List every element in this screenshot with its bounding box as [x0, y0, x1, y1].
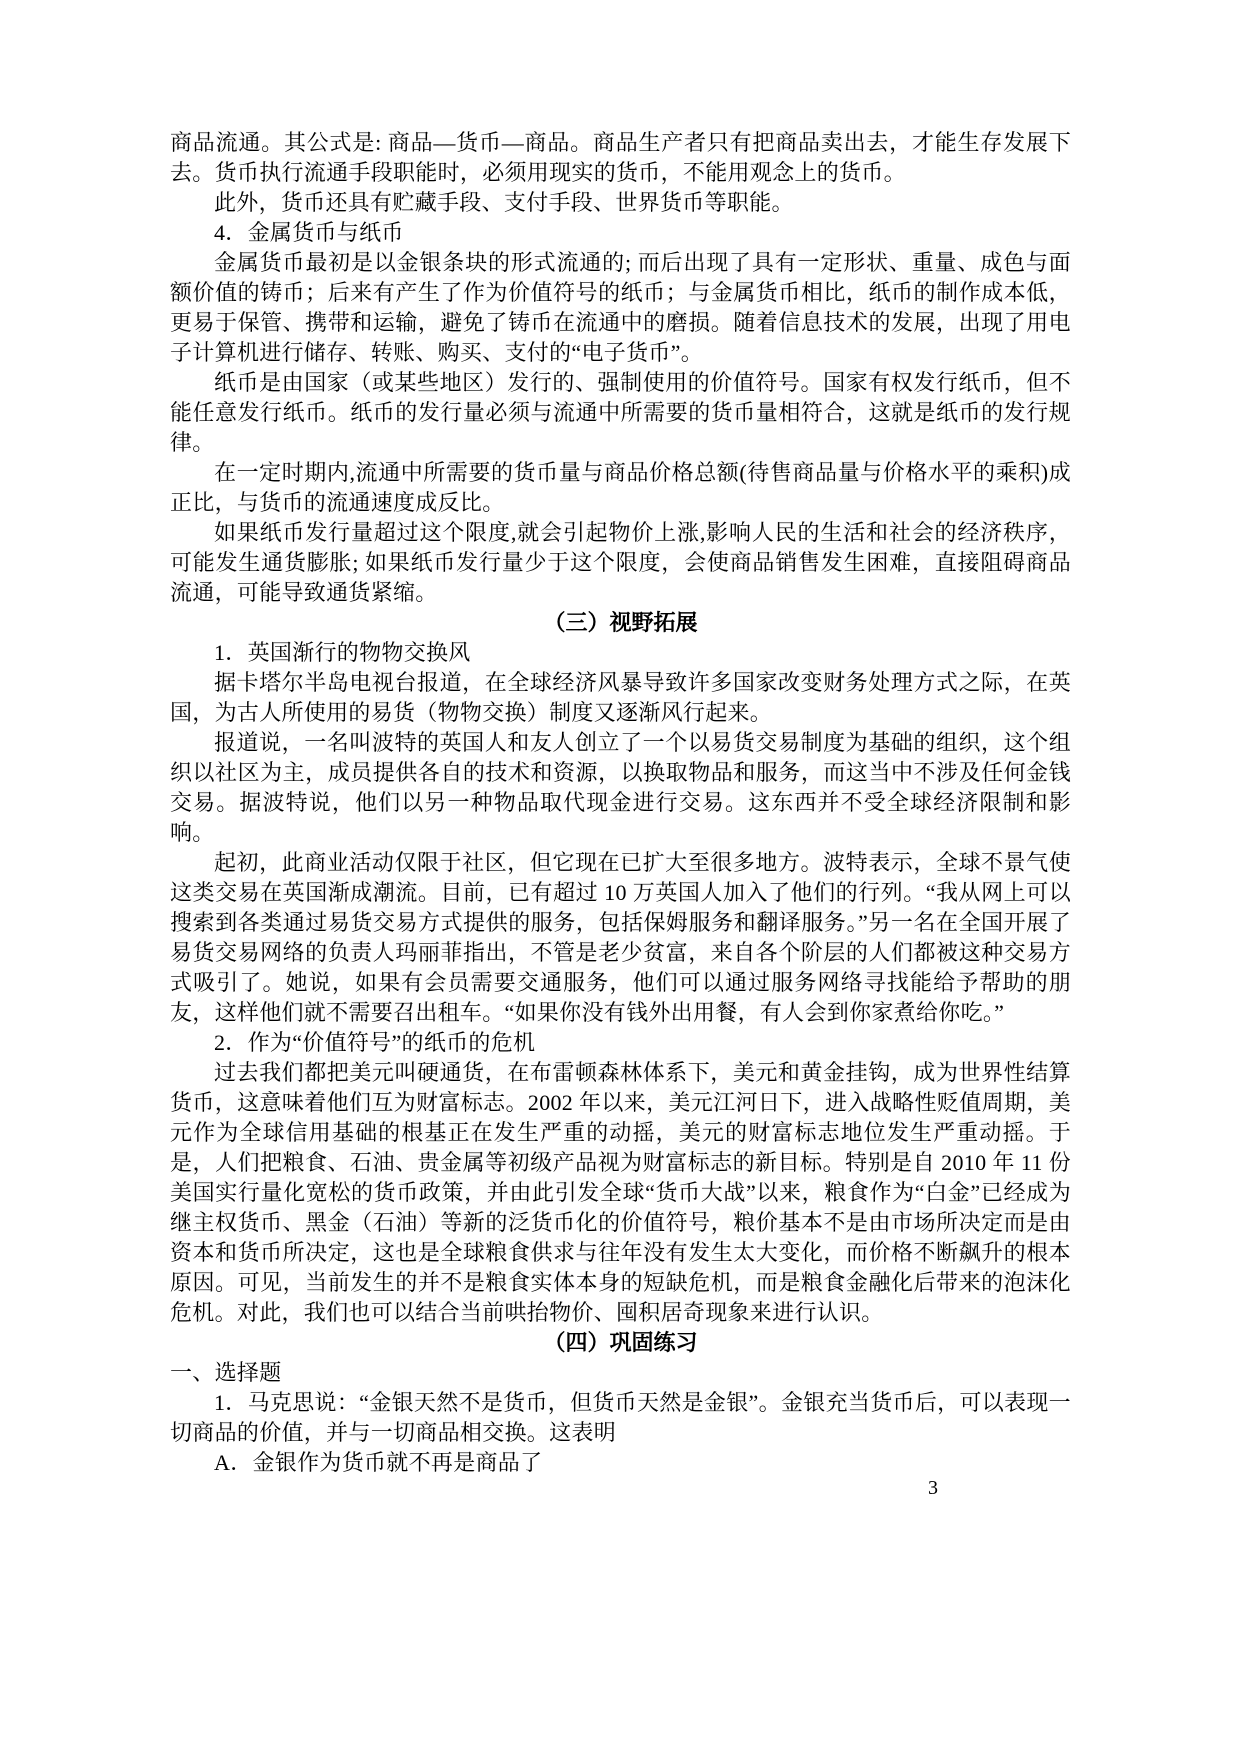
paragraph: 金属货币最初是以金银条块的形式流通的; 而后出现了具有一定形状、重量、成色与面额价值的铸币；后来有产生了作为价值符号的纸币；与金属货币相比，纸币的制作成本低，更易于保管、携带和运输，避免了铸币在流通中的磨损。随着信息技术的发展，出现了用电子计算机进行储存、转账、购买、支付的“电子货币”。	[170, 250, 1071, 365]
subsection-heading-paper-money-crisis: 2．作为“价值符号”的纸币的危机	[214, 1030, 536, 1055]
paragraph: 报道说，一名叫波特的英国人和友人创立了一个以易货交易制度为基础的组织，这个组织以社区为主，成员提供各自的技术和资源，以换取物品和服务，而这当中不涉及任何金钱交易。据波特说，他们以另一种物品取代现金进行交易。这东西并不受全球经济限制和影响。	[170, 730, 1071, 845]
paragraph: 在一定时期内,流通中所需要的货币量与商品价格总额(待售商品量与价格水平的乘积)成正比，与货币的流通速度成反比。	[170, 460, 1071, 515]
paragraph: 纸币是由国家（或某些地区）发行的、强制使用的价值符号。国家有权发行纸币，但不能任意发行纸币。纸币的发行量必须与流通中所需要的货币量相符合，这就是纸币的发行规律。	[170, 370, 1071, 455]
paragraph: 起初，此商业活动仅限于社区，但它现在已扩大至很多地方。波特表示，全球不景气使这类交易在英国渐成潮流。目前，已有超过 10 万英国人加入了他们的行列。“我从网上可以搜索到各类通过易货交易方式提供的服务，包括保姆服务和翻译服务。”另一名在全国开展了易货交易网络的负责人玛丽菲指出，不管是老少贫富，来自各个阶层的人们都被这种交易方式吸引了。她说，如果有会员需要交通服务，他们可以通过服务网络寻找能给予帮助的朋友，这样他们就不需要召出租车。“如果你没有钱外出用餐，有人会到你家煮给你吃。”	[170, 850, 1071, 1025]
section-heading-3: （三）视野拓展	[543, 610, 698, 635]
paragraph: 此外，货币还具有贮藏手段、支付手段、世界货币等职能。	[214, 190, 794, 215]
question-1: 1．马克思说：“金银天然不是货币，但货币天然是金银”。金银充当货币后，可以表现一切商品的价值，并与一切商品相交换。这表明	[170, 1390, 1071, 1445]
paragraph: 据卡塔尔半岛电视台报道，在全球经济风暴导致许多国家改变财务处理方式之际，在英国，为古人所使用的易货（物物交换）制度又逐渐风行起来。	[170, 670, 1071, 725]
question-1-option-a: A．金银作为货币就不再是商品了	[214, 1450, 543, 1475]
paragraph: 如果纸币发行量超过这个限度,就会引起物价上涨,影响人民的生活和社会的经济秩序，可能发生通货膨胀; 如果纸币发行量少于这个限度，会使商品销售发生困难，直接阻碍商品流通，可能导致通货紧缩。	[170, 520, 1071, 605]
paragraph-continuation: 商品流通。其公式是: 商品—货币—商品。商品生产者只有把商品卖出去，才能生存发展下去。货币执行流通手段职能时，必须用现实的货币，不能用观念上的货币。	[170, 130, 1071, 185]
page-number: 3	[928, 1477, 938, 1499]
list-heading-metal-money: 4．金属货币与纸币	[214, 220, 404, 245]
paragraph: 过去我们都把美元叫硬通货，在布雷顿森林体系下，美元和黄金挂钩，成为世界性结算货币，这意味着他们互为财富标志。2002 年以来，美元江河日下，进入战略性贬值周期，美元作为全球信用基础的根基正在发生严重的动摇，美元的财富标志地位发生严重动摇。于是，人们把粮食、石油、贵金属等初级产品视为财富标志的新目标。特别是自 2010 年 11 份美国实行量化宽松的货币政策，并由此引发全球“货币大战”以来，粮食作为“白金”已经成为继主权货币、黑金（石油）等新的泛货币化的价值符号，粮价基本不是由市场所决定而是由资本和货币所决定，这也是全球粮食供求与往年没有发生太大变化，而价格不断飙升的根本原因。可见，当前发生的并不是粮食实体本身的短缺危机，而是粮食金融化后带来的泡沫化危机。对此，我们也可以结合当前哄抬物价、囤积居奇现象来进行认识。	[170, 1060, 1071, 1325]
subsection-heading-barter: 1．英国渐行的物物交换风	[214, 640, 471, 665]
exercise-type-heading: 一、选择题	[170, 1360, 282, 1385]
section-heading-4: （四）巩固练习	[543, 1330, 698, 1355]
